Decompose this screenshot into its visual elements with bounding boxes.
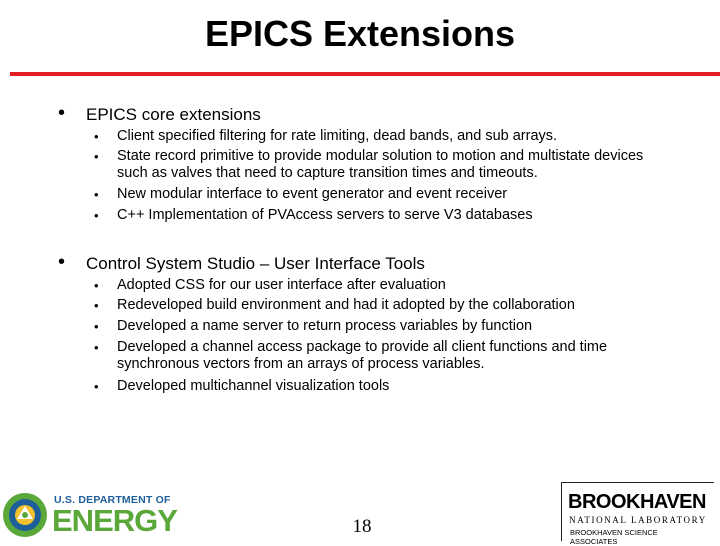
bullet-icon: • bbox=[94, 319, 99, 334]
list-item: • Adopted CSS for our user interface after evaluation bbox=[94, 277, 446, 293]
page-number: 18 bbox=[352, 516, 372, 537]
bnl-science-text: BROOKHAVEN SCIENCE bbox=[570, 528, 658, 537]
list-item: • New modular interface to event generator and event receiver bbox=[94, 186, 508, 202]
bullet-icon: • bbox=[58, 251, 66, 273]
doe-department-text: U.S. DEPARTMENT OF bbox=[54, 494, 171, 506]
bullet-icon: • bbox=[94, 340, 99, 355]
list-item: • Developed a name server to return process variables by function bbox=[94, 318, 533, 334]
bullet-icon: • bbox=[94, 149, 99, 164]
doe-energy-text: ENERGY bbox=[52, 503, 177, 538]
list-item: • Developed a channel access package to provide all client functions and time synchronous vectors from an arrays of process variables. bbox=[94, 339, 608, 372]
list-item: • State record primitive to provide modular solution to motion and multistate devices such as valves that need to capture transition times and timeouts. bbox=[94, 148, 644, 181]
bnl-name-text: BROOKHAVEN bbox=[568, 491, 706, 513]
bullet-icon: • bbox=[94, 278, 99, 293]
bullet-icon: • bbox=[94, 379, 99, 394]
list-item: • C++ Implementation of PVAccess servers to serve V3 databases bbox=[94, 207, 533, 223]
bullet-icon: • bbox=[94, 298, 99, 313]
list-item: • Redeveloped build environment and had it adopted by the collaboration bbox=[94, 297, 575, 313]
bullet-icon: • bbox=[94, 187, 99, 202]
list-item: • Client specified filtering for rate limiting, dead bands, and sub arrays. bbox=[94, 128, 558, 144]
bnl-lab-text: NATIONAL LABORATORY bbox=[569, 515, 707, 525]
doe-logo bbox=[2, 490, 182, 540]
slide-title: EPICS Extensions bbox=[204, 13, 516, 54]
bullet-icon: • bbox=[94, 208, 99, 223]
list-item: • Developed multichannel visualization tools bbox=[94, 378, 390, 394]
bnl-associates-text: ASSOCIATES bbox=[570, 537, 618, 546]
bullet-icon: • bbox=[94, 129, 99, 144]
doe-seal-icon bbox=[2, 492, 48, 538]
bullet-icon: • bbox=[58, 102, 66, 124]
title-divider bbox=[10, 72, 720, 76]
bnl-logo bbox=[561, 482, 714, 546]
